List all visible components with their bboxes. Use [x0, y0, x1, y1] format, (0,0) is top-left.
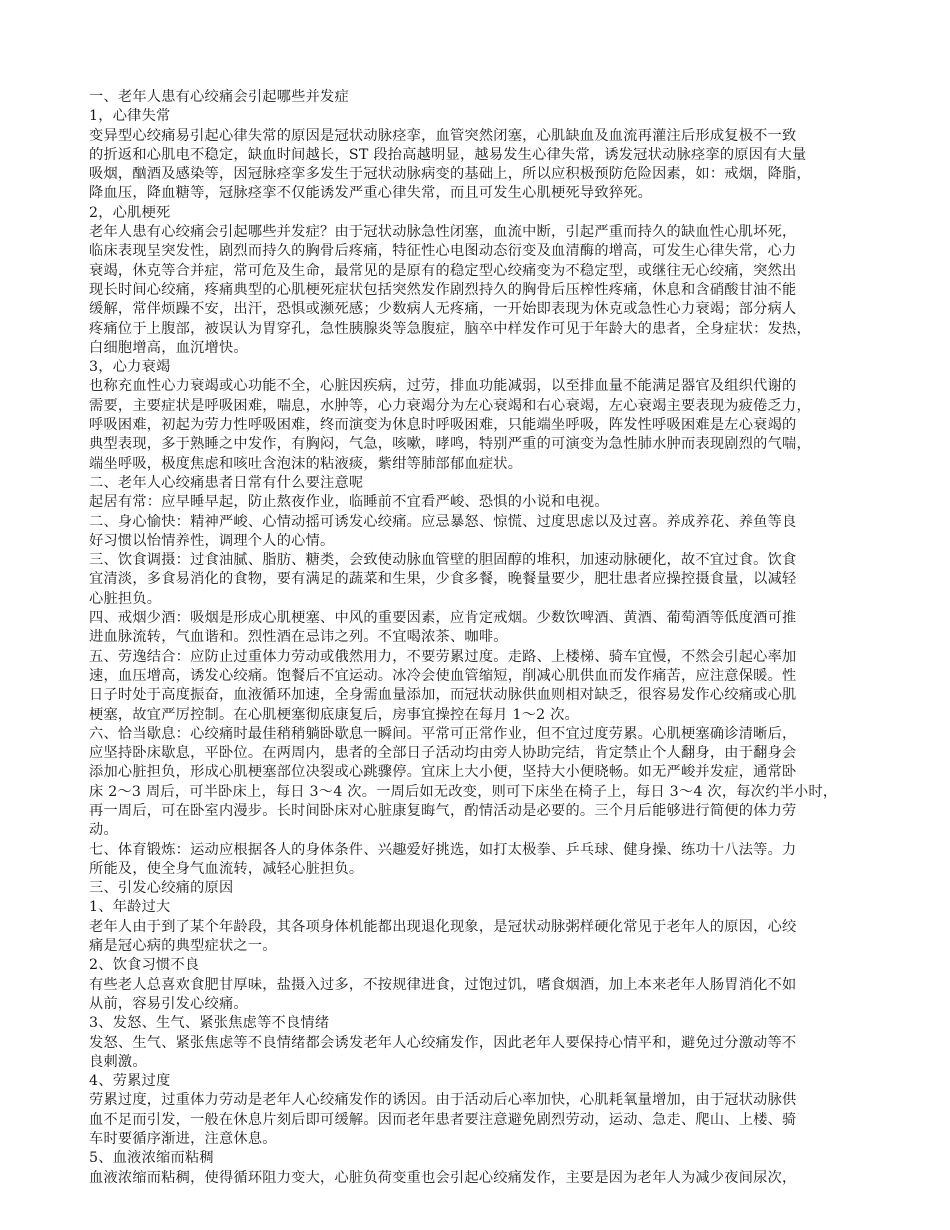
text-line: 良刺激。: [89, 1053, 147, 1070]
document-body: [89, 88, 862, 1188]
text-line: 4、劳累过度: [89, 1073, 171, 1090]
text-line: 车时要循序渐进，注意休息。: [89, 1131, 277, 1148]
text-line: 所能及，使全身气血流转，减轻心脏担负。: [89, 860, 364, 877]
text-line: 三、饮食调摄：过食油腻、脂肪、糖类，会致使动脉血管壁的胆固醇的堆积，加速动脉硬化，故不宜过食。饮食: [89, 552, 797, 569]
text-line: 痛是冠心病的典型症状之一。: [89, 938, 277, 955]
text-line: 进血脉流转，气血谐和。烈性酒在忌讳之列。不宜喝浓茶、咖啡。: [89, 629, 508, 646]
text-line: 1，心律失常: [89, 108, 171, 125]
text-line: 四、戒烟少酒：吸烟是形成心肌梗塞、中风的重要因素，应肯定戒烟。少数饮啤酒、黄酒、葡萄酒等低度酒可推: [89, 610, 797, 627]
text-line: 也称充血性心力衰竭或心功能不全，心脏因疾病，过劳，排血功能减弱，以至排血量不能满足器官及组织代谢的: [89, 378, 797, 395]
text-line: 一、老年人患有心绞痛会引起哪些并发症: [89, 89, 349, 105]
text-line: 吸烟，酗酒及感染等，因冠脉痉挛多发生于冠状动脉病变的基础上，所以应积极预防危险因素，如：戒烟，降脂，: [89, 166, 811, 183]
text-line: 劳累过度，过重体力劳动是老年人心绞痛发作的诱因。由于活动后心率加快，心肌耗氧量增加，由于冠状动脉供: [89, 1092, 797, 1109]
text-line: 宜清淡，多食易消化的食物，要有满足的蔬菜和生果，少食多餐，晚餐量要少，肥壮患者应操控摄食量，以减轻: [89, 571, 797, 588]
text-line: 血不足而引发，一般在休息片刻后即可缓解。因而老年患者要注意避免剧烈劳动，运动、急走、爬山、上楼、骑: [89, 1111, 797, 1128]
text-line: 五、劳逸结合：应防止过重体力劳动或俄然用力，不要劳累过度。走路、上楼梯、骑车宜慢，不然会引起心率加: [89, 648, 797, 665]
text-line: 1、年龄过大: [89, 899, 171, 916]
text-line: 心脏担负。: [89, 590, 162, 607]
text-line: 从前，容易引发心绞痛。: [89, 995, 248, 1012]
text-line: 老年人由于到了某个年龄段，其各项身体机能都出现退化现象，是冠状动脉粥样硬化常见于老年人的原因，心绞: [89, 918, 797, 935]
text-line: 端坐呼吸，极度焦虑和咳吐含泡沫的粘液痰，紫绀等肺部郁血症状。: [89, 455, 523, 472]
text-line: 3、发怒、生气、紧张焦虑等不良情绪: [89, 1015, 330, 1032]
text-line: 起居有常：应早睡早起，防止熬夜作业，临睡前不宜看严峻、恐惧的小说和电视。: [89, 494, 609, 511]
text-line: 5、血液浓缩而粘稠: [89, 1150, 214, 1167]
text-line: 衰竭，休克等合并症，常可危及生命，最常见的是原有的稳定型心绞痛变为不稳定型，或继往无心绞痛，突然出: [89, 262, 797, 279]
text-line: 血液浓缩而粘稠，使得循环阻力变大，心脏负荷变重也会引起心绞痛发作，主要是因为老年人为减少夜间尿次，: [89, 1169, 797, 1186]
text-line: 降血压，降血糖等，冠脉痉挛不仅能诱发严重心律失常，而且可发生心肌梗死导致猝死。: [89, 185, 653, 202]
text-line: 疼痛位于上腹部，被误认为胃穿孔，急性胰腺炎等急腹症，脑卒中样发作可见于年龄大的患者，全身症状：发热，: [89, 320, 811, 337]
text-line: 临床表现呈突发性，剧烈而持久的胸骨后疼痛，特征性心电图动态衍变及血清酶的增高，可发生心律失常，心力: [89, 243, 797, 260]
text-line: 三、引发心绞痛的原因: [89, 880, 234, 897]
text-line: 速，血压增高，诱发心绞痛。饱餐后不宜运动。冰冷会使血管缩短，削减心肌供血而发作痛苦，应注意保暖。性: [89, 667, 797, 684]
text-line: 2，心肌梗死: [89, 204, 171, 221]
text-line: 二、身心愉快：精神严峻、心情动摇可诱发心绞痛。应忌暴怒、惊慌、过度思虑以及过喜。养成养花、养鱼等良: [89, 513, 797, 530]
text-line: 现长时间心绞痛，疼痛典型的心肌梗死症状包括突然发作剧烈持久的胸骨后压榨性疼痛，休息和含硝酸甘油不能: [89, 281, 797, 298]
text-line: 白细胞增高，血沉增快。: [89, 339, 248, 356]
text-line: 2、饮食习惯不良: [89, 957, 200, 974]
text-line: 动。: [89, 822, 118, 839]
text-line: 二、老年人心绞痛患者日常有什么要注意呢: [89, 474, 364, 491]
text-line: 梗塞，故宜严厉控制。在心肌梗塞彻底康复后，房事宜操控在每月 1～2 次。: [89, 706, 580, 723]
text-line: 3，心力衰竭: [89, 359, 171, 376]
text-line: 添加心脏担负，形成心肌梗塞部位决裂或心跳骤停。宜床上大小便，坚持大小便晓畅。如无严峻并发症，通常卧: [89, 764, 797, 781]
text-line: 发怒、生气、紧张焦虑等不良情绪都会诱发老年人心绞痛发作，因此老年人要保持心情平和，避免过分激动等不: [89, 1034, 797, 1051]
text-line: 七、体育锻炼：运动应根据各人的身体条件、兴趣爱好挑选，如打太极拳、乒乓球、健身操、练功十八法等。力: [89, 841, 797, 858]
text-line: 缓解，常伴烦躁不安，出汗，恐惧或濒死感；少数病人无疼痛，一开始即表现为休克或急性心力衰竭；部分病人: [89, 301, 797, 318]
text-line: 呼吸困难，初起为劳力性呼吸困难，终而演变为休息时呼吸困难，只能端坐呼吸，阵发性呼吸困难是左心衰竭的: [89, 417, 797, 434]
text-line: 的折返和心肌电不稳定，缺血时间越长，ST 段抬高越明显，越易发生心律失常，诱发冠状动脉痉挛的原因有大量: [89, 146, 807, 163]
text-line: 日子时处于高度振奋，血液循环加速，全身需血量添加，而冠状动脉供血则相对缺乏，很容易发作心绞痛或心肌: [89, 687, 797, 704]
text-line: 需要，主要症状是呼吸困难，喘息，水肿等，心力衰竭分为左心衰竭和右心衰竭，左心衰竭主要表现为疲倦乏力，: [89, 397, 811, 414]
text-line: 好习惯以怡情养性，调理个人的心情。: [89, 532, 335, 549]
text-line: 应坚持卧床歇息，平卧位。在两周内，患者的全部日子活动均由旁人协助完结，肯定禁止个人翻身，由于翻身会: [89, 745, 797, 762]
text-line: 变异型心绞痛易引起心律失常的原因是冠状动脉痉挛，血管突然闭塞，心肌缺血及血流再灌注后形成复极不一致: [89, 127, 797, 144]
text-line: 有些老人总喜欢食肥甘厚味，盐摄入过多，不按规律进食，过饱过饥，嗜食烟酒，加上本来老年人肠胃消化不如: [89, 976, 797, 993]
text-line: 床 2～3 周后，可半卧床上，每日 3～4 次。一周后如无改变，则可下床坐在椅子上，每日 3～4 次，每次约半小时，: [89, 783, 838, 800]
text-line: 典型表现，多于熟睡之中发作，有胸闷，气急，咳嗽，哮鸣，特别严重的可演变为急性肺水肿而表现剧烈的气喘，: [89, 436, 811, 453]
text-line: 六、恰当歇息：心绞痛时最佳稍稍躺卧歇息一瞬间。平常可正常作业，但不宜过度劳累。心肌梗塞确诊清晰后，: [89, 725, 797, 742]
text-line: 再一周后，可在卧室内漫步。长时间卧床对心脏康复晦气，酌情活动是必要的。三个月后能够进行简便的体力劳: [89, 802, 797, 819]
text-line: 老年人患有心绞痛会引起哪些并发症？由于冠状动脉急性闭塞，血流中断，引起严重而持久的缺血性心肌坏死，: [89, 224, 797, 241]
